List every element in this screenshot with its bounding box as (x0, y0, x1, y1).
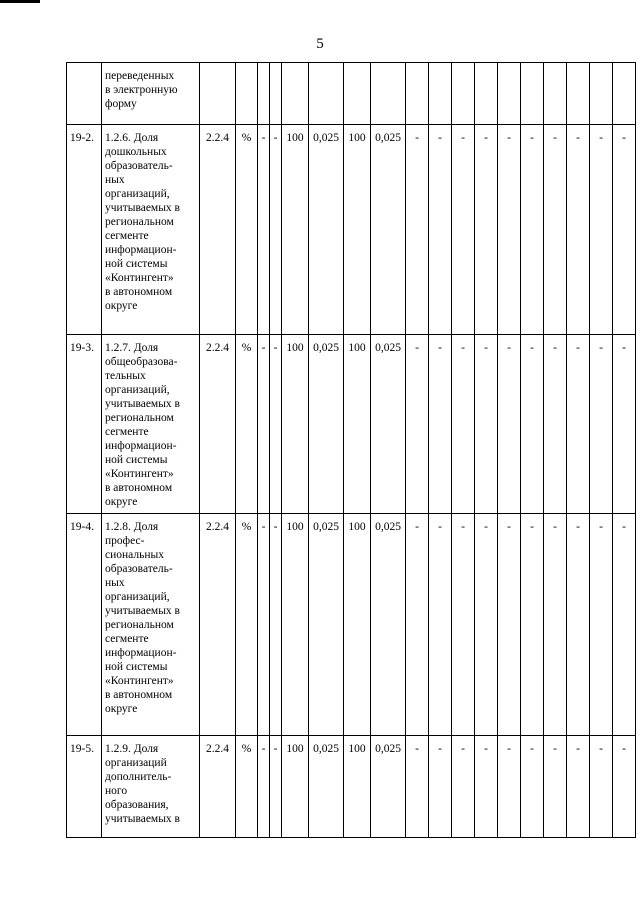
indicator-name-line: образователь- (105, 563, 173, 575)
table-cell: - (567, 514, 590, 736)
table-cell (344, 63, 371, 125)
indicator-name-line: округе (105, 703, 138, 715)
table-cell: - (452, 125, 475, 335)
table-cell: - (406, 125, 429, 335)
indicator-name-line: в автономном (105, 286, 173, 298)
indicator-name-line: региональном (105, 412, 174, 424)
table-cell: 0,025 (309, 514, 344, 736)
indicator-name-line: ной системы (105, 661, 168, 673)
table-cell: - (590, 736, 613, 838)
table-cell: - (521, 736, 544, 838)
table-cell: - (270, 736, 282, 838)
table-cell: - (270, 335, 282, 514)
table-cell (371, 63, 406, 125)
table-cell: 100 (282, 736, 309, 838)
table-cell: - (613, 335, 636, 514)
table-cell: 0,025 (371, 514, 406, 736)
table-cell: 2.2.4 (200, 335, 236, 514)
table-row (67, 125, 636, 335)
indicator-name-line: дошкольных (105, 146, 167, 158)
table-cell: - (429, 125, 452, 335)
table-cell: 100 (282, 514, 309, 736)
indicator-name-line: региональном (105, 619, 174, 631)
table-cell (309, 63, 344, 125)
indicator-name-cell (102, 514, 200, 736)
table-cell: 0,025 (309, 736, 344, 838)
table-cell: - (270, 514, 282, 736)
indicator-name-line: «Контингент» (105, 272, 174, 284)
table-cell (452, 63, 475, 125)
table-cell: - (258, 335, 270, 514)
indicator-name-line: учитываемых в (105, 398, 180, 410)
row-number-cell: 19-5. (67, 736, 102, 838)
indicator-name-line: организаций, (105, 188, 170, 200)
table-cell: - (270, 125, 282, 335)
indicator-name-line: переведенных (105, 70, 175, 82)
indicator-name-line: ной системы (105, 454, 168, 466)
table-cell: - (521, 125, 544, 335)
indicator-name-line: округе (105, 300, 138, 312)
table-cell: - (258, 736, 270, 838)
table-cell: - (429, 335, 452, 514)
table-cell: % (236, 125, 258, 335)
table-cell: - (590, 514, 613, 736)
table-cell: - (452, 736, 475, 838)
indicator-name-line: информацион- (105, 244, 177, 256)
table-cell: - (544, 514, 567, 736)
table-cell (406, 63, 429, 125)
table-row (67, 335, 636, 514)
indicator-name-line: сегменте (105, 426, 149, 438)
table-cell: - (429, 736, 452, 838)
table-row (67, 736, 636, 838)
table-cell: - (475, 514, 498, 736)
indicator-name-line: ных (105, 577, 125, 589)
table-cell (590, 63, 613, 125)
indicator-name-line: 1.2.9. Доля (105, 743, 159, 755)
table-cell: - (613, 514, 636, 736)
table-cell: - (567, 335, 590, 514)
table-cell: - (406, 514, 429, 736)
table-cell (236, 63, 258, 125)
indicator-name-line: в автономном (105, 689, 173, 701)
table-cell: - (475, 736, 498, 838)
indicator-name-cell (102, 736, 200, 838)
table-row (67, 63, 636, 125)
indicator-table (66, 62, 636, 838)
indicator-name-line: ной системы (105, 258, 168, 270)
indicator-name-line: форму (105, 98, 137, 110)
table-cell: - (452, 335, 475, 514)
table-cell: - (406, 335, 429, 514)
indicator-name-line: сиональных (105, 549, 164, 561)
indicator-name-line: в автономном (105, 482, 173, 494)
table-cell: % (236, 736, 258, 838)
indicator-name-line: организаций, (105, 591, 170, 603)
table-cell: 0,025 (371, 125, 406, 335)
table-cell (567, 63, 590, 125)
table-cell: - (475, 125, 498, 335)
indicator-name-cell (102, 63, 200, 125)
table-cell: 2.2.4 (200, 514, 236, 736)
indicator-name-line: общеобразова- (105, 356, 178, 368)
table-cell: 0,025 (371, 736, 406, 838)
table-cell (613, 63, 636, 125)
indicator-name-line: сегменте (105, 633, 149, 645)
table-cell: 100 (282, 335, 309, 514)
indicator-name-line: тельных (105, 370, 146, 382)
table-cell: 2.2.4 (200, 736, 236, 838)
table-cell: - (498, 335, 521, 514)
row-number-cell: 19-4. (67, 514, 102, 736)
row-number-cell (67, 63, 102, 125)
table-cell: - (613, 736, 636, 838)
table-cell: - (258, 514, 270, 736)
table-cell: - (498, 736, 521, 838)
table-cell (521, 63, 544, 125)
table-cell: - (590, 335, 613, 514)
table-cell: - (521, 514, 544, 736)
indicator-name-line: «Контингент» (105, 675, 174, 687)
table-cell (282, 63, 309, 125)
indicator-name-line: региональном (105, 216, 174, 228)
indicator-name-line: учитываемых в (105, 202, 180, 214)
indicator-name-cell (102, 125, 200, 335)
table-cell: - (429, 514, 452, 736)
table-cell: - (544, 736, 567, 838)
table-cell: 100 (344, 125, 371, 335)
corner-mark (0, 0, 40, 3)
table-cell: - (521, 335, 544, 514)
indicator-name-line: сегменте (105, 230, 149, 242)
table-cell: - (475, 335, 498, 514)
table-cell: - (567, 736, 590, 838)
indicator-name-line: образования, (105, 799, 169, 811)
table-cell: 100 (344, 335, 371, 514)
table-cell: 0,025 (309, 335, 344, 514)
indicator-name-line: информацион- (105, 647, 177, 659)
table-cell: - (613, 125, 636, 335)
row-number-cell: 19-3. (67, 335, 102, 514)
table-cell: 100 (344, 736, 371, 838)
table-cell (498, 63, 521, 125)
indicator-name-line: информацион- (105, 440, 177, 452)
table-cell (200, 63, 236, 125)
table-cell: - (567, 125, 590, 335)
table-cell: 0,025 (371, 335, 406, 514)
table-cell: - (590, 125, 613, 335)
indicator-name-line: организаций (105, 757, 167, 769)
indicator-name-line: 1.2.7. Доля (105, 342, 159, 354)
table-cell: - (544, 125, 567, 335)
indicator-name-line: 1.2.6. Доля (105, 132, 159, 144)
page-number: 5 (316, 36, 324, 52)
indicator-name-line: учитываемых в (105, 605, 180, 617)
table-cell: - (544, 335, 567, 514)
table-cell: - (452, 514, 475, 736)
indicator-name-line: ных (105, 174, 125, 186)
indicator-name-line: ного (105, 785, 128, 797)
table-cell: - (498, 514, 521, 736)
indicator-name-line: профес- (105, 535, 145, 547)
table-cell (475, 63, 498, 125)
table-cell: % (236, 335, 258, 514)
indicator-name-line: дополнитель- (105, 771, 172, 783)
table-cell: 2.2.4 (200, 125, 236, 335)
table-cell: 100 (344, 514, 371, 736)
table-cell: - (258, 125, 270, 335)
table-row (67, 514, 636, 736)
table-cell (258, 63, 270, 125)
table-cell (544, 63, 567, 125)
indicator-name-line: «Контингент» (105, 468, 174, 480)
table-cell: % (236, 514, 258, 736)
indicator-name-line: учитываемых в (105, 813, 180, 825)
row-number-cell: 19-2. (67, 125, 102, 335)
table-cell: - (498, 125, 521, 335)
indicator-name-line: образователь- (105, 160, 173, 172)
table-cell (429, 63, 452, 125)
indicator-name-line: 1.2.8. Доля (105, 521, 159, 533)
indicator-name-cell (102, 335, 200, 514)
indicator-name-line: в электронную (105, 84, 178, 96)
table-cell: 0,025 (309, 125, 344, 335)
table-cell: 100 (282, 125, 309, 335)
table-cell (270, 63, 282, 125)
indicator-name-line: организаций, (105, 384, 170, 396)
indicator-name-line: округе (105, 496, 138, 508)
table-cell: - (406, 736, 429, 838)
